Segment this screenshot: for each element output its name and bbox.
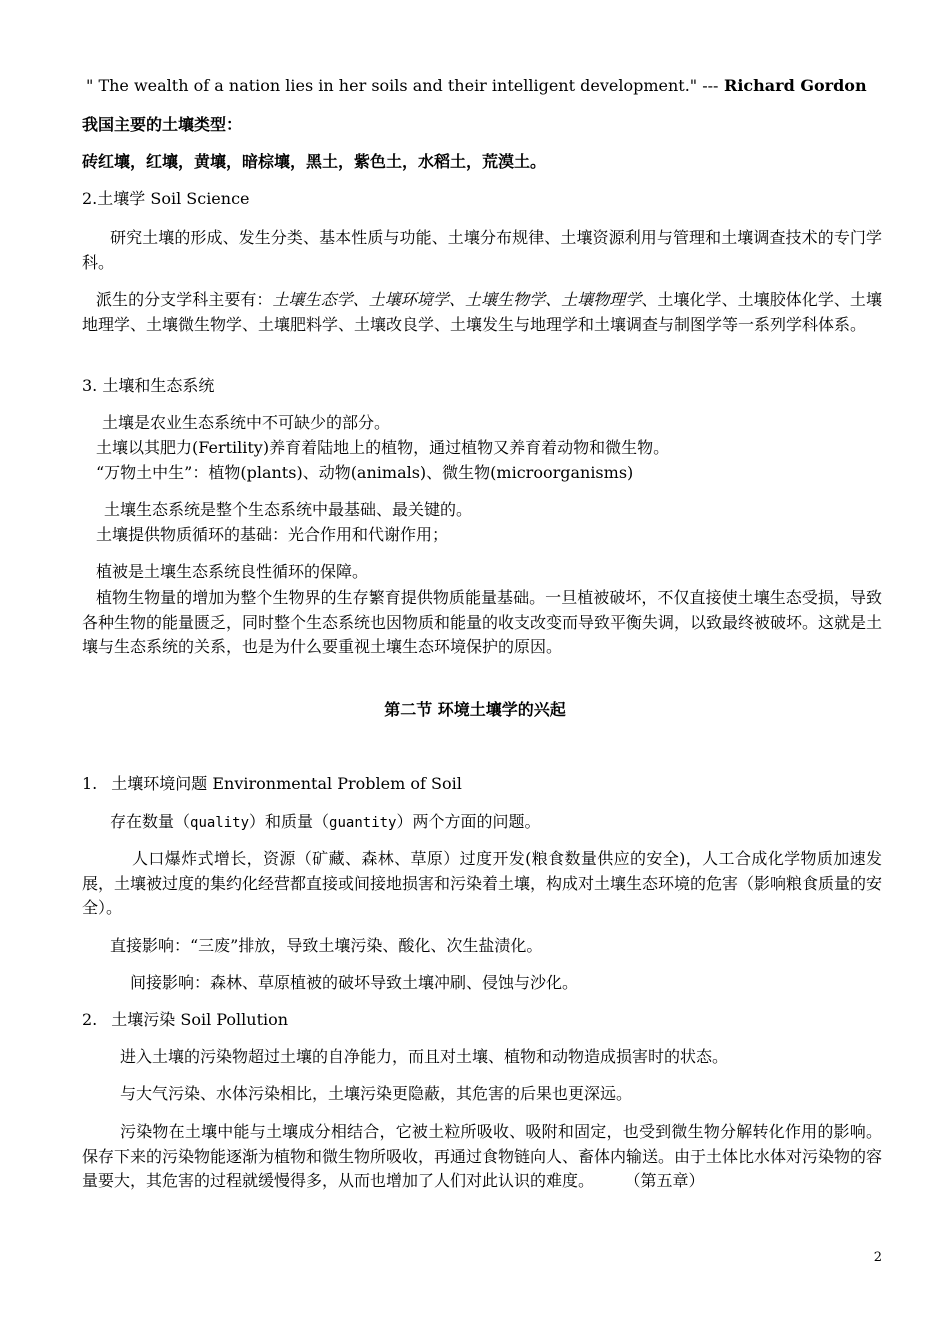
ecosystem-paragraph: 植物生物量的增加为整个生物界的生存繁育提供物质能量基础。一旦植被破坏，不仅直接使土壤生态受损，导致各种生物的能量匮乏，同时整个生态系统也因物质和能量的收支改变而导致平衡失调，以致最终被破坏。这就是土壤与生态系统的关系，也是为什么要重视土壤生态环境保护的原因。 [82,588,883,656]
ecosystem-line-2: 土壤以其肥力(Fertility)养育着陆地上的植物，通过植物又养育着动物和微生物。 [96,438,670,457]
branches-intro: 派生的分支学科主要有： [96,290,273,309]
section-title: 第二节 环境土壤学的兴起 [384,700,566,719]
pollution-num: 2. [82,1010,98,1029]
page-number: 2 [873,1250,882,1265]
ecosystem-line-1: 土壤是农业生态系统中不可缺少的部分。 [102,413,391,432]
env-problem-line-a [110,811,541,834]
pollution-heading [82,1009,288,1031]
pollution-cn: 土壤污染 [111,1010,176,1029]
ecosystem-line-6: 植被是土壤生态系统良性循环的保障。 [96,562,369,581]
soil-science-definition: 研究土壤的形成、发生分类、基本性质与功能、土壤分布规律、土壤资源利用与管理和土壤调查技术的专门学科。 [82,228,882,272]
pollution-paragraph [82,1120,882,1194]
env-problem-heading [82,773,462,795]
env-problem-paragraph: 人口爆炸式增长，资源（矿藏、森林、草原）过度开发(粮食数量供应的安全)，人工合成化学物质加速发展，土壤被过度的集约化经营都直接或间接地损害和污染着土壤，构成对土壤生态环境的危害（影响粮食质量的安全）。 [82,849,883,917]
env-a1: 存在数量（ [110,812,191,831]
quote-author: Richard Gordon [718,76,867,95]
env-problem-cn: 土壤环境问题 [111,774,208,793]
branches-rest: 、土壤化学、土壤胶体化学、土壤地理学、土壤微生物学、土壤肥料学、土壤改良学、土壤发生与地理学和土壤调查与制图学等一系列学科体系。 [82,290,882,334]
direct-impact: 直接影响：“三废”排放，导致土壤污染、酸化、次生盐渍化。 [110,936,543,955]
env-a3: ）两个方面的问题。 [396,812,541,831]
quote-line [86,75,867,97]
quote-text: " The wealth of a nation lies in her soils and their intelligent development." --- [86,76,719,95]
ecosystem-line-4: 土壤生态系统是整个生态系统中最基础、最关键的。 [104,500,473,519]
ecosystem-line-3: “万物土中生”：植物(plants)、动物(animals)、微生物(microorganisms) [96,463,634,482]
ecosystem-line-5: 土壤提供物质循环的基础：光合作用和代谢作用； [96,525,449,544]
env-a2: ）和质量（ [249,812,330,831]
soil-science-heading: 2.土壤学 Soil Science [82,189,250,208]
soil-types-heading: 我国主要的土壤类型： [82,115,243,134]
pollution-line-2: 与大气污染、水体污染相比，土壤污染更隐蔽，其危害的后果也更深远。 [120,1084,633,1103]
ecosystem-heading: 3. 土壤和生态系统 [82,376,215,395]
env-guantity: guantity [329,815,397,831]
pollution-para-text: 污染物在土壤中能与土壤成分相结合，它被土粒所吸收、吸附和固定，也受到微生物分解转化作用的影响。保存下来的污染物能逐渐为植物和微生物所吸收，再通过食物链向人、畜体内输送。由于土体比水体对污染物的容量要大，其危害的过程就缓慢得多，从而也增加了人们对此认识的难度。 [82,1122,883,1190]
pollution-para-tail: （第五章） [594,1171,705,1190]
pollution-en: Soil Pollution [175,1010,289,1029]
soil-science-branches [82,288,882,337]
branches-italic: 土壤生态学、土壤环境学、土壤生物学、土壤物理学 [272,290,642,309]
indirect-impact: 间接影响：森林、草原植被的破坏导致土壤冲刷、侵蚀与沙化。 [130,973,579,992]
env-quality: quality [190,815,250,831]
soil-types-list: 砖红壤，红壤，黄壤，暗棕壤，黑土，紫色土，水稻土，荒漠土。 [82,152,547,171]
pollution-line-1: 进入土壤的污染物超过土壤的自净能力，而且对土壤、植物和动物造成损害时的状态。 [120,1047,729,1066]
env-problem-num: 1. [82,774,98,793]
env-problem-en: Environmental Problem of Soil [207,774,462,793]
